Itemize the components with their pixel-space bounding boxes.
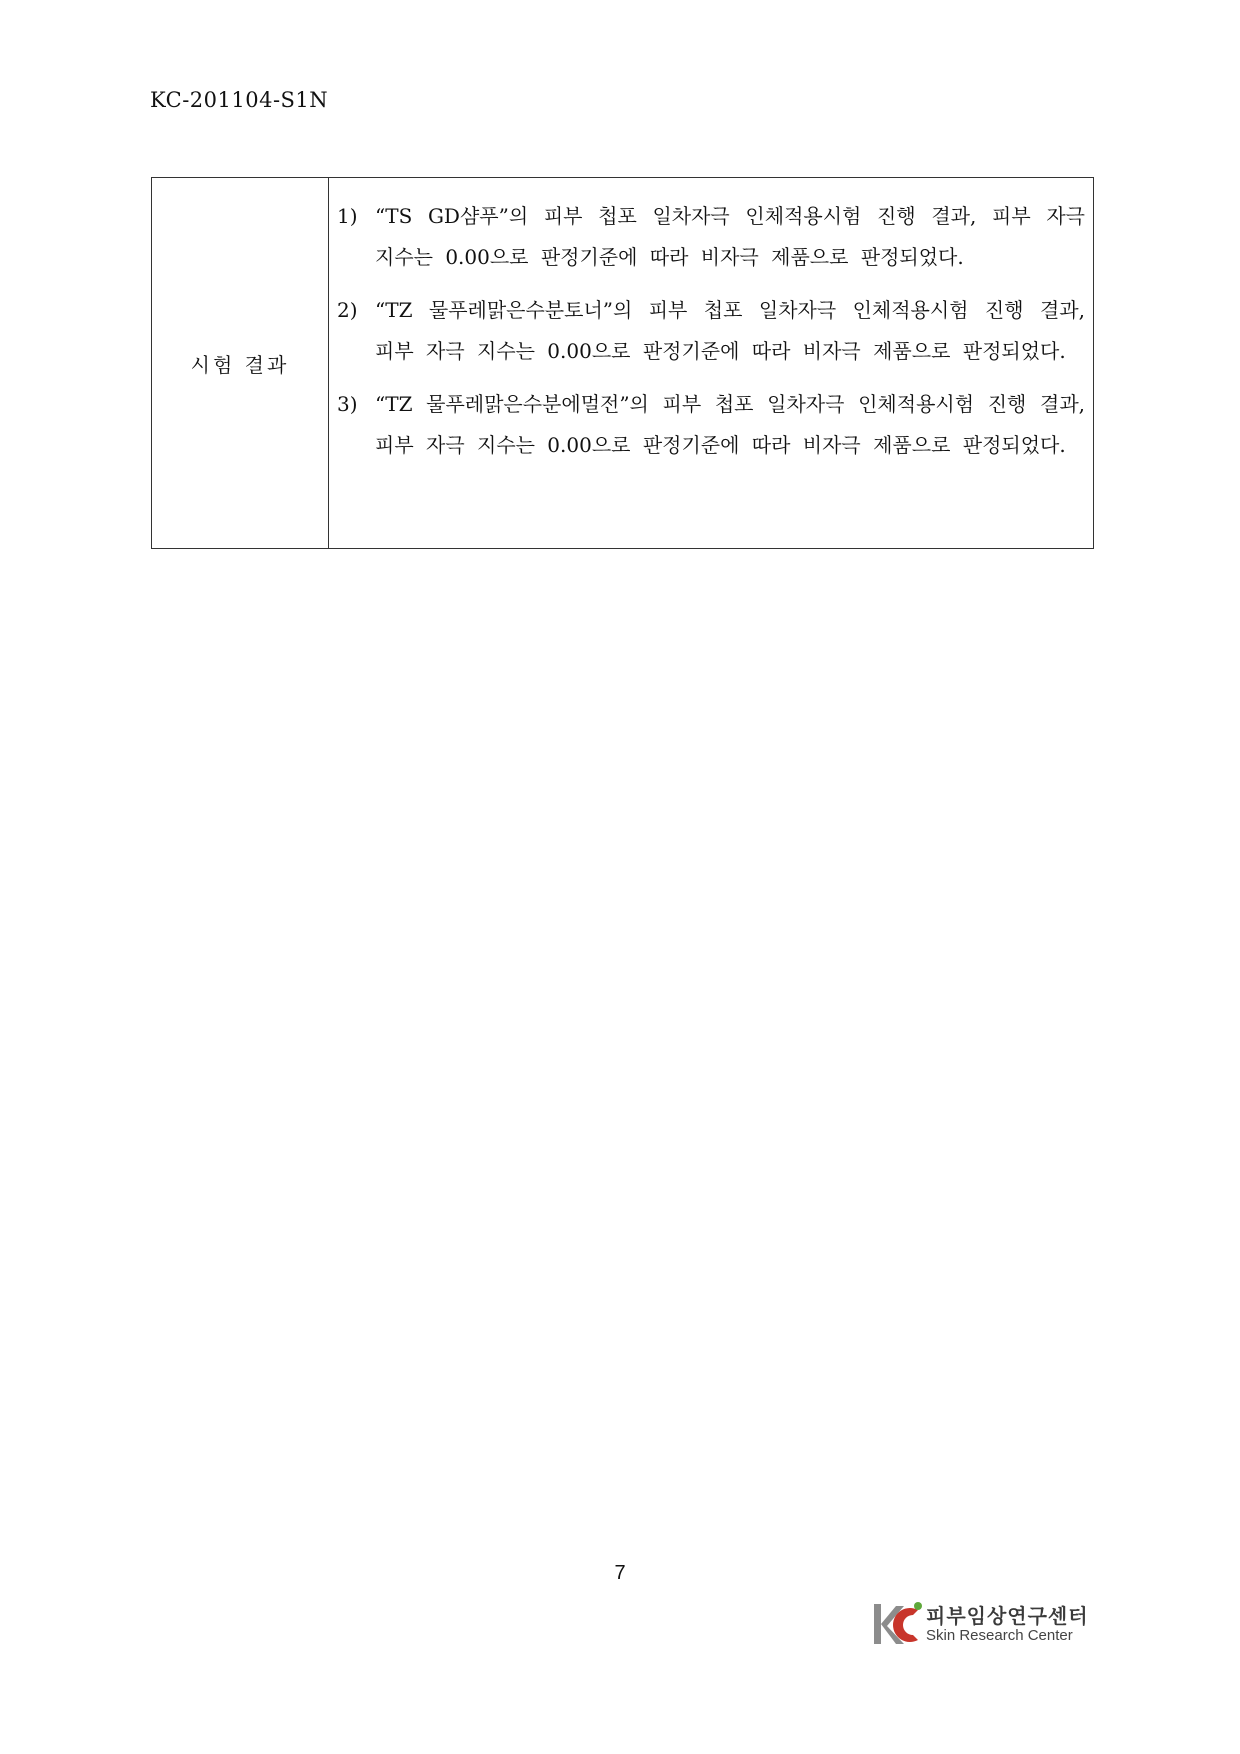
item-text: “TS GD샴푸”의 피부 첩포 일차자극 인체적용시험 진행 결과, 피부 자극 지수는 0.00으로 판정기준에 따라 비자극 제품으로 판정되었다. bbox=[375, 204, 1085, 269]
kc-logo-icon bbox=[868, 1598, 926, 1650]
result-item-3 bbox=[335, 384, 1087, 466]
row-label: 시험 결과 bbox=[152, 178, 329, 549]
page-number: 7 bbox=[614, 1562, 626, 1584]
item-text: “TZ 물푸레맑은수분토너”의 피부 첩포 일차자극 인체적용시험 진행 결과, 피부 자극 지수는 0.00으로 판정기준에 따라 비자극 제품으로 판정되었다. bbox=[375, 298, 1085, 363]
logo-korean-name: 피부임상연구센터 bbox=[926, 1604, 1089, 1628]
logo-english-name: Skin Research Center bbox=[926, 1627, 1073, 1644]
result-content bbox=[329, 178, 1094, 549]
item-number: 3) bbox=[337, 392, 358, 416]
skin-research-center-logo bbox=[868, 1598, 1088, 1654]
item-number: 1) bbox=[337, 204, 358, 228]
result-item-1 bbox=[335, 196, 1087, 278]
item-text: “TZ 물푸레맑은수분에멀전”의 피부 첩포 일차자극 인체적용시험 진행 결과, 피부 자극 지수는 0.00으로 판정기준에 따라 비자극 제품으로 판정되었다. bbox=[375, 392, 1085, 457]
document-code: KC-201104-S1N bbox=[150, 88, 329, 112]
table-row bbox=[152, 178, 1094, 549]
result-item-2 bbox=[335, 290, 1087, 372]
item-number: 2) bbox=[337, 298, 358, 322]
test-result-table bbox=[151, 177, 1094, 549]
